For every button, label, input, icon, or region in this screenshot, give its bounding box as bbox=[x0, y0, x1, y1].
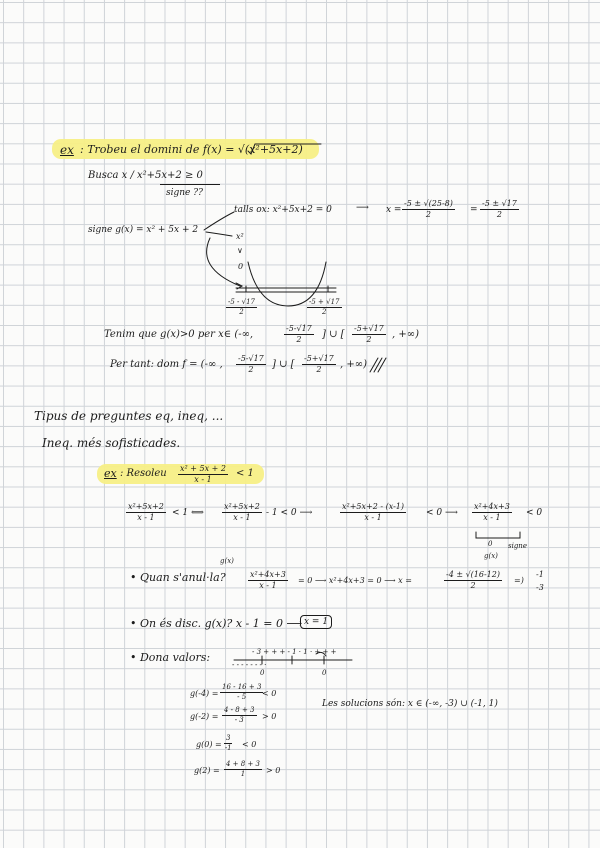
ex1-v: ∨ bbox=[237, 246, 243, 255]
ex1-root2-den: 2 bbox=[496, 210, 502, 220]
arrow-to-parabola bbox=[207, 238, 240, 286]
ex1-arrow: ⟶ bbox=[356, 203, 369, 213]
ev2-a: g(-2) = bbox=[190, 712, 219, 721]
ex2-step3-num: x²+5x+2 - (x-1) bbox=[340, 503, 406, 513]
ex1-left-root-den: 2 bbox=[239, 308, 244, 317]
ex1-root-den: 2 bbox=[425, 210, 431, 220]
ex2-title-a: : Resoleu bbox=[120, 468, 167, 479]
solutions: Les solucions són: x ∈ (-∞, -3) ∪ (-1, 1) bbox=[322, 699, 498, 709]
q1-text: • Quan s'anul·la? bbox=[130, 571, 226, 584]
ex1-tenim-c: , +∞) bbox=[392, 329, 419, 340]
ev4-a: g(2) = bbox=[194, 766, 220, 775]
ex1-left-root bbox=[226, 299, 257, 317]
line-top: - 3 + + + - 1 · 1 · + + + bbox=[252, 648, 337, 656]
ex1-signe-g: signe g(x) = x² + 5x + 2 bbox=[88, 225, 199, 235]
ex2-label: ex bbox=[104, 467, 117, 480]
arrow-to-talls bbox=[204, 212, 234, 230]
ex1-tenim-f1 bbox=[284, 325, 314, 345]
ex1-root2-fraction bbox=[480, 200, 519, 220]
ex1-x2: x² bbox=[236, 232, 244, 241]
ex1-title: : Trobeu el domini de f(x) = √(x²+5x+2) bbox=[80, 143, 303, 156]
q1-fraction bbox=[248, 571, 288, 591]
ineq-sofisticades: Ineq. més sofisticades. bbox=[42, 436, 181, 450]
underbrace bbox=[476, 532, 520, 538]
ex2-step2 bbox=[222, 503, 262, 523]
ex1-pertant-f2-num: -5+√17 bbox=[302, 355, 336, 365]
q2-box: x = 1 bbox=[300, 615, 332, 629]
brace-zero: 0 bbox=[488, 540, 493, 548]
ex2-title-den: x - 1 bbox=[194, 475, 212, 485]
line-bot: - - - - - - - · bbox=[232, 661, 267, 669]
ex1-right-root-den: 2 bbox=[322, 308, 327, 317]
ex1-root2-num: -5 ± √17 bbox=[480, 200, 519, 210]
ev3-b: < 0 bbox=[242, 740, 257, 749]
ex1-x-eq: x = bbox=[386, 205, 402, 215]
ex2-step2-num: x²+5x+2 bbox=[222, 503, 262, 513]
ex2-step1-op: < 1 ⟺ bbox=[172, 508, 204, 518]
ev4-b: > 0 bbox=[266, 766, 281, 775]
ex1-signe: signe ?? bbox=[166, 188, 203, 198]
ex1-busca: Busca x / x²+5x+2 ≥ 0 bbox=[88, 170, 203, 181]
ex1-pertant-f2 bbox=[302, 355, 336, 375]
ex1-pertant-b: ] ∪ [ bbox=[272, 359, 295, 370]
ex2-step3-op: < 0 ⟶ bbox=[426, 508, 458, 518]
ev2-num: 4 - 8 + 3 bbox=[222, 707, 257, 716]
ex1-tenim-b: ] ∪ [ bbox=[322, 329, 345, 340]
line-zero2: 0 bbox=[322, 669, 327, 677]
ev1-a: g(-4) = bbox=[190, 689, 219, 698]
ev2-den: - 3 bbox=[234, 716, 244, 725]
brace-g: g(x) bbox=[484, 552, 498, 560]
ex2-title-num: x² + 5x + 2 bbox=[178, 465, 228, 475]
ex1-tenim-f2-den: 2 bbox=[366, 335, 372, 345]
ex1-right-root bbox=[307, 299, 342, 317]
ev1-den: - 5 bbox=[237, 693, 247, 702]
ex1-eq2: = bbox=[470, 205, 478, 215]
ex1-talls: talls ox: x²+5x+2 = 0 bbox=[234, 205, 332, 215]
ex1-pertant-f2-den: 2 bbox=[316, 365, 322, 375]
ev4-den: 1 bbox=[240, 770, 246, 779]
ex1-tenim-f2-num: -5+√17 bbox=[352, 325, 386, 335]
tipus-preguntes: Tipus de preguntes eq, ineq, ... bbox=[34, 409, 224, 423]
ex1-label: ex bbox=[60, 143, 74, 157]
ev1-num: 16 - 16 + 3 bbox=[220, 684, 263, 693]
ev4-num: 4 + 8 + 3 bbox=[224, 761, 262, 770]
ev3-a: g(0) = bbox=[196, 740, 222, 749]
ex1-right-root-num: -5 + √17 bbox=[307, 299, 342, 308]
ex2-step2-op: - 1 < 0 ⟶ bbox=[266, 508, 313, 518]
ev1-frac bbox=[220, 684, 263, 702]
line-zero: 0 bbox=[260, 669, 265, 677]
q1-mid: = 0 ⟶ x²+4x+3 = 0 ⟶ x = bbox=[298, 576, 412, 585]
q1-den: x - 1 bbox=[259, 581, 277, 591]
ev1-b: < 0 bbox=[262, 689, 277, 698]
q1-arrow: =) bbox=[514, 576, 524, 585]
ex2-step4-op: < 0 bbox=[526, 508, 543, 518]
q1-res-top: -1 bbox=[536, 570, 544, 579]
ex1-left-root-num: -5 - √17 bbox=[226, 299, 257, 308]
ex1-pertant-f1-num: -5-√17 bbox=[236, 355, 266, 365]
ev3-num: 3 bbox=[224, 735, 232, 744]
ex1-tenim-a: Tenim que g(x)>0 per x∈ (-∞, bbox=[104, 329, 254, 340]
q1-num: x²+4x+3 bbox=[248, 571, 288, 581]
ex1-tenim-f1-num: -5-√17 bbox=[284, 325, 314, 335]
ex1-tenim-f1-den: 2 bbox=[296, 335, 302, 345]
ex2-step4-den: x - 1 bbox=[483, 513, 501, 523]
ex2-step4 bbox=[472, 503, 512, 523]
q1-res-bot: -3 bbox=[536, 583, 544, 592]
q2-text: • On és disc. g(x)? x - 1 = 0 ⟶ bbox=[130, 617, 303, 630]
ex1-zero: 0 bbox=[238, 262, 244, 271]
ex2-step3 bbox=[340, 503, 406, 523]
end-mark bbox=[370, 358, 386, 372]
ex2-title-b: < 1 bbox=[236, 468, 254, 479]
ev3-frac bbox=[224, 735, 232, 753]
ex1-pertant-f1-den: 2 bbox=[248, 365, 254, 375]
ex1-pertant-f1 bbox=[236, 355, 266, 375]
ex2-step1-den: x - 1 bbox=[137, 513, 155, 523]
q1-root-frac bbox=[444, 571, 502, 591]
q1-g-label: g(x) bbox=[220, 557, 234, 565]
ex2-step4-num: x²+4x+3 bbox=[472, 503, 512, 513]
q1-root-den: 2 bbox=[470, 581, 476, 591]
ex1-pertant-c: , +∞) bbox=[340, 359, 367, 370]
underline-signe bbox=[160, 184, 220, 185]
brace-signe: signe bbox=[508, 542, 527, 550]
ex1-tenim-f2 bbox=[352, 325, 386, 345]
q3-text: • Dona valors: bbox=[130, 651, 211, 664]
arrow-to-x2 bbox=[206, 232, 232, 236]
ex1-root-fraction bbox=[402, 200, 455, 220]
ex1-root-num: -5 ± √(25-8) bbox=[402, 200, 455, 210]
ex2-step1 bbox=[126, 503, 166, 523]
ex2-step2-den: x - 1 bbox=[233, 513, 251, 523]
ev2-b: > 0 bbox=[262, 712, 277, 721]
ev4-frac bbox=[224, 761, 262, 779]
ex2-step1-num: x²+5x+2 bbox=[126, 503, 166, 513]
ev2-frac bbox=[222, 707, 257, 725]
ex2-title-frac bbox=[178, 465, 228, 485]
ex1-pertant-a: Per tant: dom f = (-∞ , bbox=[110, 359, 223, 370]
ex2-step3-den: x - 1 bbox=[364, 513, 382, 523]
q1-root-num: -4 ± √(16-12) bbox=[444, 571, 502, 581]
ev3-den: -1 bbox=[224, 744, 232, 753]
